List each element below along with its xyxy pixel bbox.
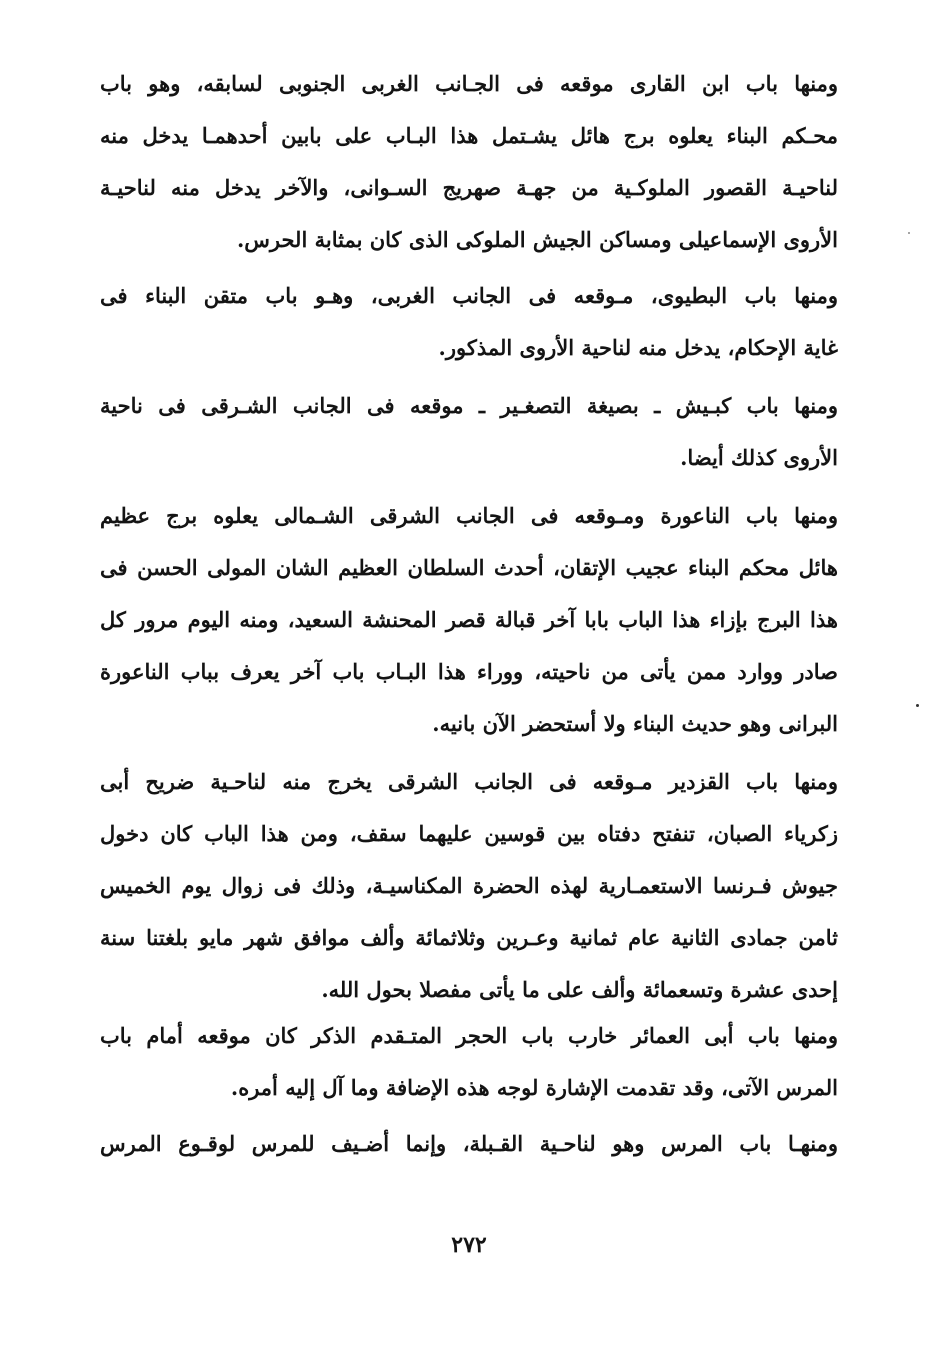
text-line: محـكم البناء يعلوه برج هائل يشـتمل هذا البـاب على بابين أحدهمـا يدخل منه bbox=[100, 123, 838, 148]
text-line: إحدى عشرة وتسعمائة وألف على ما يأتى مفصلا بحول الله. bbox=[321, 977, 838, 1002]
text-line: ومنها باب القزدير مـوقعه فى الجانب الشرقى يخرج منه لناحـية ضريح أبى bbox=[100, 769, 838, 794]
text-line: ومنها باب الناعورة ومـوقعه فى الجانب الشرقى الشـمالى يعلوه برج عظيم bbox=[100, 503, 838, 528]
text-line: ثامن جمادى الثانية عام ثمانية وعـرين وثلاثمائة وألف موافق شهر مايو بلغتنا سنة bbox=[100, 925, 838, 950]
page-number: ٢٧٢ bbox=[451, 1232, 487, 1258]
text-line: زكرياء الصبان، تنفتح دفتاه بين قوسين عليهما سقف، ومن هذا الباب كان دخول bbox=[100, 821, 838, 846]
text-line: الأروى كذلك أيضا. bbox=[680, 445, 838, 470]
text-line: غاية الإحكام، يدخل منه لناحية الأروى المذكور. bbox=[438, 335, 838, 360]
scan-speck bbox=[908, 232, 910, 234]
text-line: الأروى الإسماعيلى ومساكن الجيش الملوكى الذى كان بمثابة الحرس. bbox=[236, 227, 838, 252]
scan-speck bbox=[916, 704, 919, 707]
paragraph-bab-albatiwi bbox=[100, 270, 838, 374]
text-line: هائل محكم البناء عجيب الإتقان، أحدث السلطان العظيم الشان المولى الحسن فى bbox=[100, 555, 838, 580]
paragraph-bab-kubaysh bbox=[100, 380, 838, 484]
text-line: ومنها باب ابن القارى موقعه فى الجـانب الغربى الجنوبى لسابقه، وهو باب bbox=[100, 71, 838, 96]
text-line: ومنها باب كبـيش ـ بصيغة التصغـير ـ موقعه فى الجانب الشـرقى فى ناحية bbox=[100, 393, 838, 418]
text-line: جيوش فـرنسا الاستعمـارية لهذه الحضرة المكناسيـة، وذلك فى زوال يوم الخميس bbox=[100, 873, 838, 898]
paragraph-bab-almars bbox=[100, 1118, 838, 1170]
text-line: هذا البرج بإزاء هذا الباب بابا آخر قبالة قصر المحنشة السعيد، ومنه اليوم مرور كل bbox=[100, 607, 838, 632]
text-line: المرس الآتى، وقد تقدمت الإشارة لوجه هذه الإضافة وما آل إليه أمره. bbox=[230, 1075, 838, 1100]
text-line: ومنها باب أبى العمائر خارب باب الحجر المتـقدم الذكر كان موقعه أمام باب bbox=[100, 1023, 838, 1048]
text-line: البرانى وهو حديث البناء ولا أستحضر الآن بانيه. bbox=[432, 711, 838, 736]
paragraph-bab-ibn-alqari bbox=[100, 58, 838, 266]
text-line: صادر ووارد ممن يأتى من ناحيته، ووراء هذا البـاب باب آخر يعرف بباب الناعورة bbox=[100, 659, 838, 684]
text-line: ومنهـا باب المرس وهو لناحـية القـبلة، وإنما أضـيف للمرس لوقـوع المرس bbox=[100, 1131, 838, 1156]
paragraph-bab-alqazdir bbox=[100, 756, 838, 1016]
text-line: لناحيـة القصور الملوكـية من جهـة صهريج السـوانى، والآخر يدخل منه لناحيـة bbox=[100, 175, 838, 200]
text-line: ومنها باب البطيوى، مـوقعه فى الجانب الغربى، وهـو باب متقن البناء فى bbox=[100, 283, 838, 308]
paragraph-bab-abi-alamair bbox=[100, 1010, 838, 1114]
paragraph-bab-alnaura bbox=[100, 490, 838, 750]
